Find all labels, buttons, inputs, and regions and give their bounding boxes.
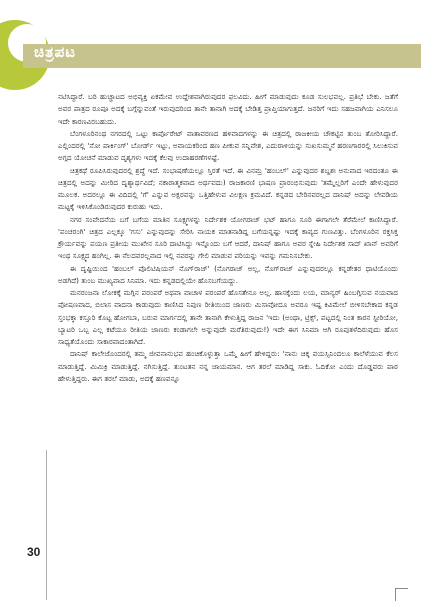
paragraph: ನಟಿಸಿದ್ದಾರೆ. ಬರಿ ಹುಚ್ಚಾಟದ ಅಭಿವ್ಯಕ್ತಿ ಏಕಮೇವ ಉದ್ದೇಶವಾಗಿರುವುದರ ಫಲವಿದು. ಹೀಗೆ ಮಾಡುವುದು ಕೂಡ ಸುಲಭವಲ್ಲ. ಪ್ರತಿಭೆ ಬೇಕು. ಜತೆಗೆ ಅವರ ಪಾತ್ರದ ರೂಪೂ ಅದಕ್ಕೆ ಬಗ್ಗೆನ್ನುವಂತೆ ಇರುವುದರಿಂದ ತಾನೇ ತಾನಾಗಿ ಅದಕ್ಕೆ ಬೇಡಿತ್ತ ಪ್ರಾಪ್ತಿಯಾಗುತ್ತದೆ. ಜನರಿಗೆ ಇದು ಸಹಜವಾಗಿಯ ಎನಿಸಲೂ ಇದೇ ಕಾರಣವಿರಬಹುದು. [58,92,398,126]
section-header-band [23,44,421,68]
paragraph: ಮನರಂಜನಾ ಲೋಕಕ್ಕೆ ಮಗ್ಗಿನ ಪರಂಪರೆ ಅಥವಾ ವಾಚಾಳ ಪರಂಪರೆ ಹೊಸತೇನೂ ಅಲ್ಲ. ಹಾಸಕ್ಕೆಂದು ಲಯ, ಮಾನ್ಯರ್ ಹಿಂಬಗ್ಗಿಸುವ ನಯವಾದ ಪೋಷಣವಾದ, ಬಿಲಾಸ ವಾದನಾ ಕಾಡುವುದು ಕಾಣಿಸಿದ ನಿಪುಣ ರೀತಿಯಿಂದ ಜಾಣರು ಮಿಸಾವೋದೂ ಅವರೂ ಇಷ್ಟ ಕಿವಿಮೇಲೆ ಬೀಳಿಸಬೇಕಾದ ಕನ್ನಡ ಸ್ತಂಭಕ್ಕಾ ಕಸ್ತೂರಿ ಕೊಟ್ಟ ಹೋಗಬಾ, ಬರುವ ಮಾರ್ಗದಲ್ಲಿ ತಾನೇ ತಾನಾಗಿ ಕೇಳುತ್ತಿದ್ದ ರಾಜನ 'ಇದು (ಅಂಥಾ, ಟ್ರಿಕ್ಸ್, ಪಟ್ಟದಲ್ಲಿ ನಿಂತ ಕಾರನ ಸ್ಟೀರಿಯೋ, ಬ್ಯಾಟರಿ ಒಬ್ಬ ಎಲ್ಲ ಕಟೆಯೂ ರೀತಿಯ ಜಾಣರು ಕಂಡಾಗಲೇ ಅನ್ನುವುದೇ ಮರೆತಿರುವುದು!) ಇದೇ ಈಗ ಸಿನಿಮಾ ಆಗಿ ರೂಪುತಳೆದಿರುವುದು ಹೊಸ ಸಾಧ್ಯತೆಯೊಂದು ಸಾಕಾರವಾದಂತಾಗಿದೆ. [58,288,398,346]
page-header [0,0,421,88]
margin-rule [46,450,47,600]
crop-mark [395,588,408,601]
section-title: ಚಿತ್ರಪಟ [34,43,77,61]
page-number: 30 [27,545,41,559]
paragraph: ಚಿತ್ರಕಥೆ ರೂಪಿಸಿರುವುದರಲ್ಲಿ ಶ್ರದ್ಧೆ ಇದೆ. ಸಂಭಾಷಣೆಯಲ್ಲೂ ಸ್ತಿರತೆ ಇದೆ. ಈ ವಿನಮ್ರ 'ಹಂಬಲ್' ಎನ್ನುವುದರ ಶಬ್ದಶಃ ಅನುವಾದ ಇರದಂತೂ ಈ ಚಿತ್ರದಲ್ಲಿ ಅದನ್ನು ಮೀರಿದ ದೃಶ್ಯಾರ್ಥವಿದೆ; ನಕಾರಾತ್ಮಕವಾದ ಅರ್ಥವದು) ರಾಜಕಾರಣಿ ಭಾಷಣ ಪ್ರಾರಂಭಿಸುವುದು 'ತಮ್ಮೆಲ್ಲರಿಗೆ ಎಂದೇ ಹೇಳುವುದರ ಮೂಲಕ. ಅದರಲ್ಲೂ ಈ ವಿದಿದಲ್ಲಿ 'ಗೆ' ಎನ್ನುವ ಅಕ್ಷರವನ್ನು ಒತ್ತಿಹೇಳುವ ವಿಲಕ್ಷಣ ಕ್ರಮವಿದೆ. ಕನ್ನಡದ ಬೇರಿನವರಲ್ಲದ ದಾನಿಷ್ ಅದನ್ನು ಲೇವಡಿಯ ಮಟ್ಟಕ್ಕೆ ಇಳಿಸಿಕೊಂಡಿರುವುದರ ಕುರುಹು ಇದು. [58,165,398,212]
paragraph: ನಗರ ಸಂವೇದನೆಯ ಬಗೆ ಬಗೆಯ ಮಾತಿನ ಸೂಕ್ಷ್ಮಗಳನ್ನು ನಿರ್ದೇಶಕ ಯೋಗರಾಜ್ ಭಟ್ ಹಾಗೂ ಸೂರಿ ಈಗಾಗಲೇ ತೆರೆಮೇಲೆ ಕಾಣಿಸಿದ್ದಾರೆ. 'ಪಂಚರಂಗಿ' ಚಿತ್ರದ ಎಲ್ಲಕ್ಕೂ 'ಗಸು' ಎನ್ನುವುದನ್ನು ಸೇರಿಸಿ ನಾಯಕ ಮಾತನಾಡಿದ್ದ ಬಗೆಯನ್ನಷ್ಟು ಇದಕ್ಕೆ ಕಾವ್ಯದ ಗುಣವಿತ್ತು. ಬೆಂಗಳೂರಿನ ರಕ್ತಸಿಕ್ತ ಕ್ರೌರ್ಯವನ್ನು ಪಯಣ ಪ್ರತೀಯ ಮುಖೇನ ಸೂರಿ ದಾಟಿಸಿದ್ದು ಇನ್ನೊಂದು ಬಗೆ ಆದರೆ, ದಾನಿಷ್ ಹಾಗೂ ಅವರ ಸ್ನೇಹಿ ನಿರ್ದೇಶಕ ಸಾದ್ ಖಾನ್ ಅವರಿಗೆ ಇಂಥ ಸೂಕ್ಷ್ಮದ ಹಂಗಿಲ್ಲ. ಈ ನೆಲದವರಲ್ಲವಾದ ಇಲ್ಲಿ ನವರನ್ನು ಗೇಲಿ ಮಾಡುವ ಪರಿಯನ್ನು ಇವನ್ನು ಗಮನಿಸಬೇಕು. [58,214,398,261]
paragraph: ದಾನಿಷ್ ಕಾಲೇಜೊಂದರಲ್ಲಿ ತಮ್ಮ ಜೀವನಾನುಭವ ಹಂಚಿಕೊಳ್ಳುತ್ತಾ ಒಮ್ಮೆ ಹೀಗೆ ಹೇಳಿದ್ದರು: 'ನಾನು ಚಿಕ್ಕ ವಯಸ್ಸಿನಿಂದಲೂ ಕಾಲೆಳೆಯುವ ಕೆಲಸ ಮಾಡುತ್ತಿದ್ದೆ. ಮಿಮಿಕ್ರಿ ಮಾಡುತ್ತಿದ್ದೆ. ನಗಿಸುತ್ತಿದ್ದೆ. ತುಂಟತನ ನನ್ನ ಜಾಯಮಾನ. ಆಗ ತರಲೆ ಮಾಡಿದ್ದ ಸಾಕು. ಓದಿಕೋ ಎಂದು ದೊಡ್ಡವರು ಪಾಠ ಹೇಳುತ್ತಿದ್ದರು. ಈಗ ತರಲೆ ಮಾಡು, ಅದಕ್ಕೆ ಹಣವನ್ನೂ [58,349,398,383]
paragraph: ಈ ದೃಷ್ಟಿಯಿಂದ 'ಹಂಬಲ್ ಪೊಲಿಟಿಷಿಯನ್ ನೊಗ್‌ರಾಜ್' (ನೊಗರಾಜ್ ಅಲ್ಲ, ನೊಗ್‌ರಾಜ್ ಎನ್ನುವುದರಲ್ಲೂ ಕನ್ನಡೇತರ ಧಾಟಿಯೊಂದು ಅಡಗಿದೆ) ತುಂಬ ಮುಖ್ಯವಾದ ಸಿನಿಮಾ. ಇದು ಕನ್ನಡದಲ್ಲಿಯೇ ಹೊಸಬಗೆಯದ್ದು. [58,263,398,285]
article-body [58,91,398,385]
paragraph: ಬೆಂಗಳೂರಿನಂಥ ನಗರದಲ್ಲಿ ಒಟ್ಟು ಕಾರ್ಪೊರೇಟ್ ವಾತಾವರಣದ ಹಳಿವಾದಗಳನ್ನು ಈ ಚಿತ್ರದಲ್ಲಿ ರಾಜಕೀಯ ಚೌಕಟ್ಟಿನ ತುಂಬ ತೋರಿಸಿದ್ದಾರೆ. ಎಲ್ಲಿಂದರಲ್ಲಿ 'ನೋ ಪಾರ್ಕಿಂಗ್' ಬೋರ್ಡ್ ಇಟ್ಟು, ಅವಾಯಕರಿಂದ ಹಣ ಪೀಕುವ ಸನ್ನಿವೇಶ, ಎದುರಾಳಿಯನ್ನು ಸುಖಸುಮ್ಮನೆ ಹರಣಗಾರರಲ್ಲಿ ಸಿಲುಕಿಸುವ ಅಗ್ಗದ ಯೋಚನೆ ಮಾಡುವ ದೃಶ್ಯಗಳು ಇದಕ್ಕೆ ಕೆಲವು ಉದಾಹರಣೆಗಳಷ್ಟೆ. [58,128,398,163]
